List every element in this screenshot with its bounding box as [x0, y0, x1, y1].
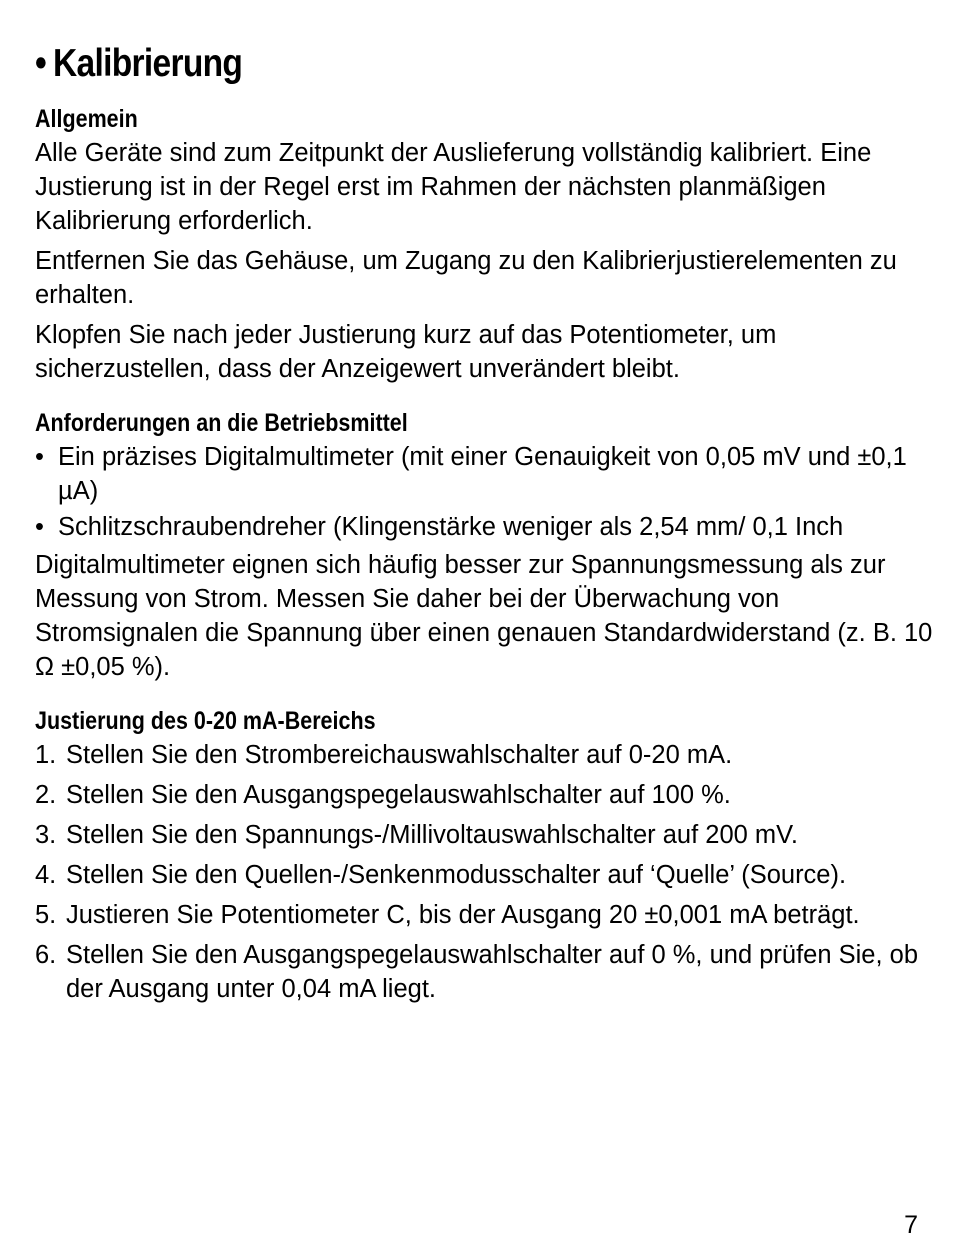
step-text: Stellen Sie den Ausgangspegelauswahlschalter auf 0 %, und prüfen Sie, ob der Ausgang unter 0,04 mA liegt.: [66, 941, 919, 1003]
page-title-text: Kalibrierung: [52, 42, 243, 85]
spacer: [35, 392, 935, 406]
requirements-list: [35, 440, 935, 544]
section-heading-adjustment: Justierung des 0-20 mA-Bereichs: [35, 707, 376, 735]
bullet-mark: •: [35, 443, 44, 471]
section-requirements: [35, 406, 935, 684]
step-number: 3.: [35, 821, 57, 849]
section-adjustment: [35, 704, 935, 1006]
list-item: [35, 440, 935, 508]
title-bullet: •: [35, 42, 47, 85]
list-item: [35, 818, 935, 852]
step-number: 1.: [35, 741, 57, 769]
step-text: Stellen Sie den Ausgangspegelauswahlschalter auf 100 %.: [66, 781, 731, 809]
step-number: 4.: [35, 861, 57, 889]
step-text: Stellen Sie den Quellen-/Senkenmodusschalter auf ‘Quelle’ (Source).: [66, 861, 847, 889]
list-item: [35, 858, 935, 892]
list-item: [35, 898, 935, 932]
step-number: 6.: [35, 941, 57, 969]
list-item-text: Ein präzises Digitalmultimeter (mit einer Genauigkeit von 0,05 mV und ±0,1 µA): [58, 443, 907, 505]
section-heading-general: Allgemein: [35, 105, 138, 133]
paragraph: Alle Geräte sind zum Zeitpunkt der Auslieferung vollständig kalibriert. Eine Justierung ist in der Regel erst im Rahmen der nächsten planmäßigen Kalibrierung erforderlich.: [35, 139, 872, 235]
step-number: 2.: [35, 781, 57, 809]
bullet-mark: •: [35, 513, 44, 541]
list-item: [35, 778, 935, 812]
list-item: [35, 738, 935, 772]
adjustment-steps: [35, 738, 935, 1006]
list-item: [35, 938, 935, 1006]
page-title: [35, 38, 809, 90]
step-text: Stellen Sie den Strombereichauswahlschalter auf 0-20 mA.: [66, 741, 733, 769]
list-item-text: Schlitzschraubendreher (Klingenstärke weniger als 2,54 mm/ 0,1 Inch: [58, 513, 844, 541]
step-text: Justieren Sie Potentiometer C, bis der Ausgang 20 ±0,001 mA beträgt.: [66, 901, 860, 929]
step-number: 5.: [35, 901, 57, 929]
page-number: 7: [904, 1211, 918, 1239]
spacer: [35, 690, 935, 704]
paragraph: Entfernen Sie das Gehäuse, um Zugang zu den Kalibrierjustierelementen zu erhalten.: [35, 247, 897, 309]
section-heading-requirements: Anforderungen an die Betriebsmittel: [35, 409, 408, 437]
paragraph: Klopfen Sie nach jeder Justierung kurz auf das Potentiometer, um sicherzustellen, dass der Anzeigewert unverändert bleibt.: [35, 321, 777, 383]
list-item: [35, 510, 935, 544]
section-general: [35, 102, 935, 386]
step-text: Stellen Sie den Spannungs-/Millivoltauswahlschalter auf 200 mV.: [66, 821, 798, 849]
paragraph: Digitalmultimeter eignen sich häufig besser zur Spannungsmessung als zur Messung von Strom. Messen Sie daher bei der Überwachung von Stromsignalen die Spannung über einen genauen Standardwiderstand (z. B. 10 Ω ±0,05 %).: [35, 551, 933, 681]
document-page: [35, 38, 935, 1012]
